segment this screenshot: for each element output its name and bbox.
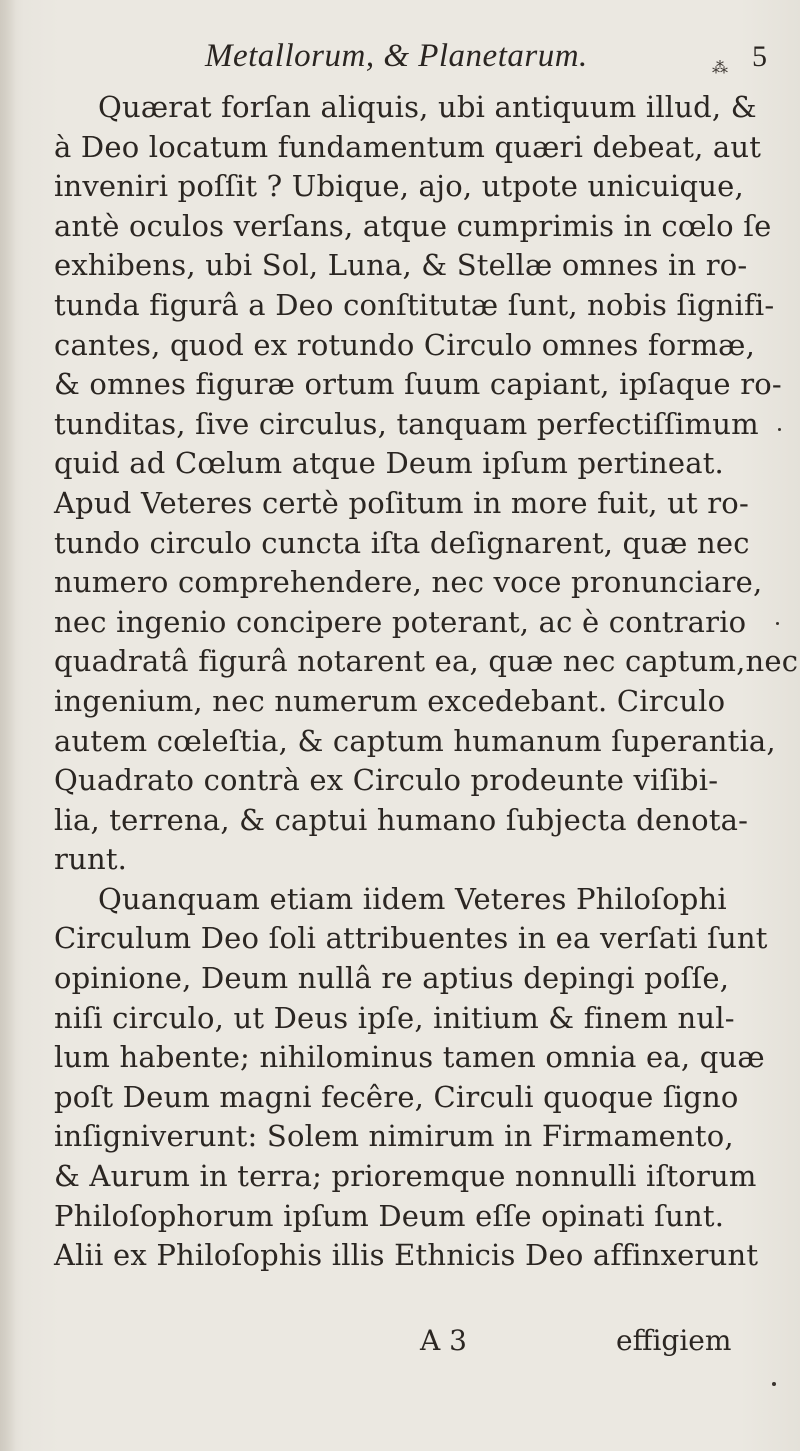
text-line-14: nec ingenio concipere poterant, ac è contrario bbox=[54, 604, 747, 639]
text-line-30: Alii ex Philoſophis illis Ethnicis Deo affinxerunt bbox=[54, 1238, 759, 1273]
text-line-15: quadratâ figurâ notarent ea, quæ nec captum,nec bbox=[54, 644, 799, 679]
text-line-27: inſigniverunt: Solem nimirum in Firmamento, bbox=[54, 1119, 734, 1154]
text-line-2: à Deo locatum fundamentum quæri debeat, aut bbox=[54, 129, 762, 164]
page-number: 5 bbox=[752, 40, 767, 73]
catchword: effigiem bbox=[616, 1324, 732, 1357]
ink-speck bbox=[778, 428, 781, 431]
text-line-28: & Aurum in terra; prioremque nonnulli iſtorum bbox=[54, 1159, 757, 1194]
text-block bbox=[54, 88, 799, 1276]
text-line-3: inveniri poſſit ? Ubique, ajo, utpote unicuique, bbox=[54, 169, 744, 204]
text-line-1: Quærat forſan aliquis, ubi antiquum illud, & bbox=[98, 90, 757, 124]
text-line-25: lum habente; nihilominus tamen omnia ea, quæ bbox=[54, 1040, 765, 1075]
ink-speck bbox=[772, 1382, 776, 1386]
text-line-4: antè oculos verſans, atque cumprimis in cœlo ſe bbox=[54, 208, 772, 243]
text-line-29: Philoſophorum ipſum Deum eſſe opinati ſunt. bbox=[54, 1198, 725, 1233]
text-line-20: runt. bbox=[54, 842, 128, 877]
text-line-5: exhibens, ubi Sol, Luna, & Stellæ omnes in ro- bbox=[54, 248, 748, 283]
text-line-21: Quanquam etiam iidem Veteres Philoſophi bbox=[98, 881, 727, 916]
text-line-9: tunditas, ſive circulus, tanquam perfectiſſimum bbox=[54, 406, 759, 441]
running-title: Metallorum, & Planetarum. bbox=[205, 38, 588, 74]
printer-mark: ⁂ bbox=[712, 58, 728, 77]
text-line-13: numero comprehendere, nec voce pronunciare, bbox=[54, 565, 763, 600]
text-line-11: Apud Veteres certè poſitum in more fuit, ut ro- bbox=[54, 485, 749, 520]
text-line-10: quid ad Cœlum atque Deum ipſum pertineat. bbox=[54, 446, 724, 481]
text-line-7: cantes, quod ex rotundo Circulo omnes formæ, bbox=[54, 327, 756, 362]
signature-mark: A 3 bbox=[420, 1324, 467, 1357]
text-line-12: tundo circulo cuncta iſta deſignarent, quæ nec bbox=[54, 525, 750, 560]
text-line-22: Circulum Deo ſoli attribuentes in ea verſati ſunt bbox=[54, 921, 768, 956]
running-head bbox=[0, 38, 800, 78]
text-line-23: opinione, Deum nullâ re aptius depingi poſſe, bbox=[54, 961, 730, 996]
text-line-6: tunda figurâ a Deo conſtitutæ ſunt, nobis ſignifi- bbox=[54, 287, 775, 322]
text-line-18: Quadrato contrà ex Circulo prodeunte viſibi- bbox=[54, 763, 719, 798]
text-line-16: ingenium, nec numerum excedebant. Circulo bbox=[54, 683, 726, 718]
text-line-24: niſi circulo, ut Deus ipſe, initium & finem nul- bbox=[54, 1000, 735, 1035]
page-footer bbox=[0, 1324, 800, 1364]
ink-speck bbox=[776, 622, 779, 625]
text-line-19: lia, terrena, & captui humano ſubjecta denota- bbox=[54, 802, 749, 837]
text-line-8: & omnes figuræ ortum ſuum capiant, ipſaque ro- bbox=[54, 367, 782, 402]
text-line-26: poſt Deum magni fecêre, Circuli quoque ſigno bbox=[54, 1079, 739, 1114]
gutter-shadow bbox=[0, 0, 16, 1451]
text-line-17: autem cœleſtia, & captum humanum ſuperantia, bbox=[54, 723, 776, 758]
